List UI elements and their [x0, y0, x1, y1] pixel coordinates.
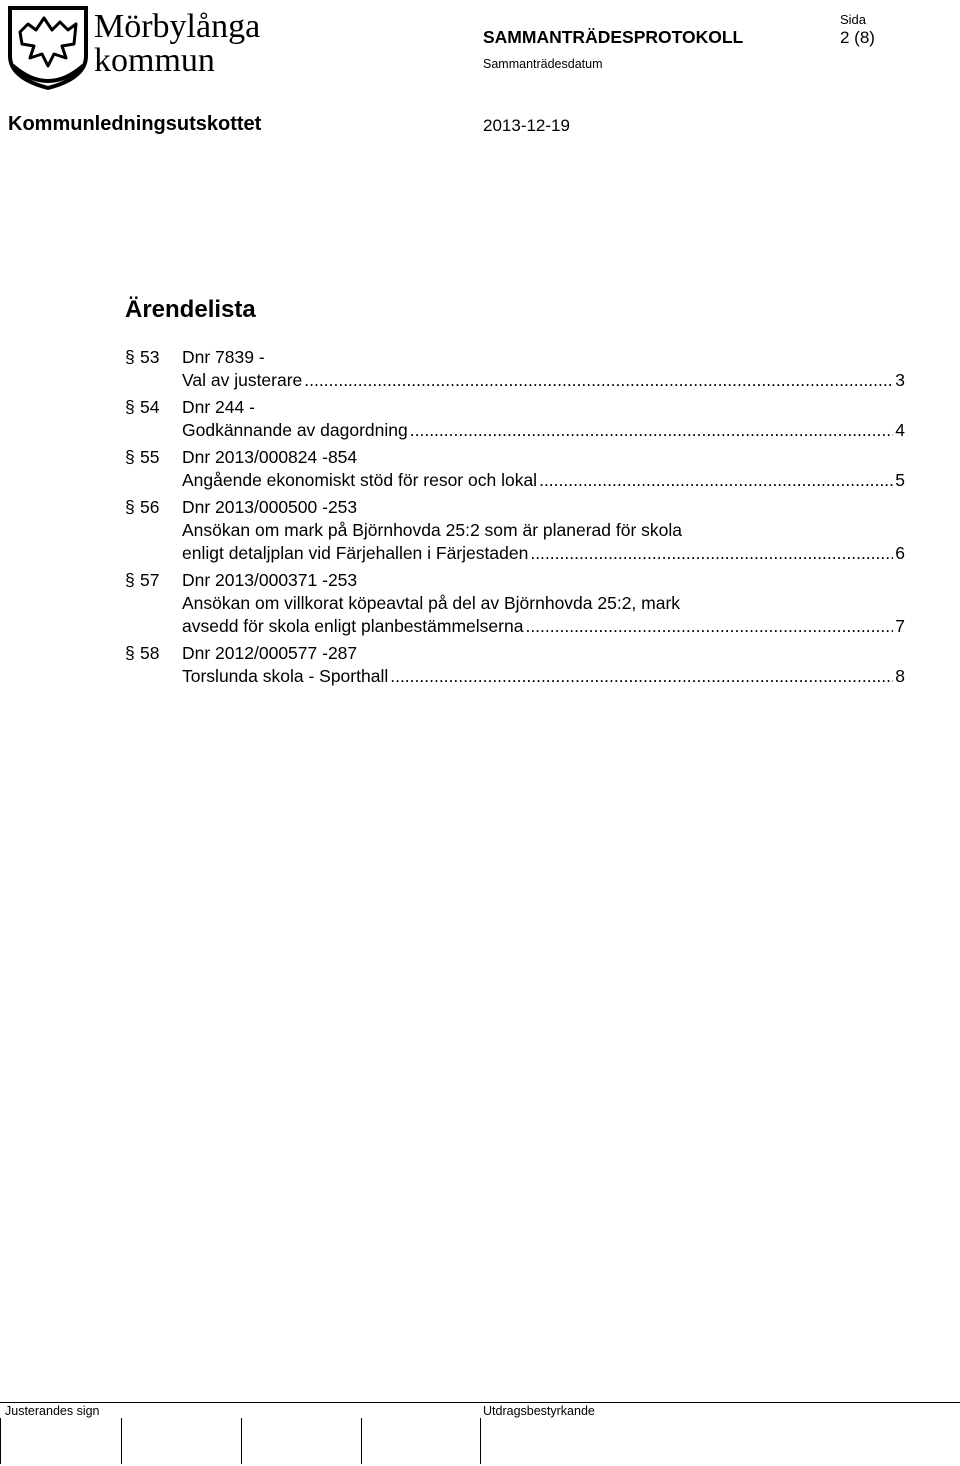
logo-text-line1: Mörbylånga: [94, 8, 261, 45]
item-page: 5: [895, 470, 905, 490]
agenda-item[interactable]: [125, 569, 905, 638]
meeting-date: 2013-12-19: [483, 116, 570, 135]
paragraph-sign: §: [125, 447, 135, 467]
fortress-crown-icon: [6, 4, 90, 90]
paragraph-sign: §: [125, 643, 135, 663]
paragraph-sign: §: [125, 397, 135, 417]
meeting-date-label: Sammanträdesdatum: [483, 57, 603, 71]
dot-leader: [304, 369, 893, 392]
dot-leader: [530, 542, 893, 565]
committee-name: Kommunledningsutskottet: [8, 113, 262, 135]
item-page: 6: [895, 543, 905, 563]
agenda-item[interactable]: [125, 346, 905, 392]
agenda-item[interactable]: [125, 396, 905, 442]
item-number: 53: [140, 347, 160, 367]
agenda-item[interactable]: [125, 642, 905, 688]
item-title: Ansökan om villkorat köpeavtal på del av Björnhovda 25:2, mark: [182, 593, 681, 613]
footer-divider: [0, 1402, 960, 1403]
item-page: 8: [895, 666, 905, 686]
signature-box-divider: [121, 1418, 122, 1464]
item-title: Val av justerare: [182, 370, 303, 390]
page-label: Sida: [840, 12, 867, 27]
signature-box-divider: [0, 1418, 1, 1464]
agenda-list: [125, 346, 905, 688]
dot-leader: [410, 419, 894, 442]
agenda-item[interactable]: [125, 446, 905, 492]
signature-box-divider: [361, 1418, 362, 1464]
logo-text-line2: kommun: [94, 42, 215, 79]
item-title-continued: enligt detaljplan vid Färjehallen i Färjestaden: [182, 543, 529, 563]
item-number: 54: [140, 397, 160, 417]
paragraph-sign: §: [125, 347, 135, 367]
item-dnr: Dnr 2013/000824 -854: [182, 447, 358, 467]
dot-leader: [390, 665, 893, 688]
page-title: Ärendelista: [125, 296, 256, 323]
item-dnr: Dnr 2013/000500 -253: [182, 497, 358, 517]
document-type: SAMMANTRÄDESPROTOKOLL: [483, 27, 744, 47]
signature-box-divider: [480, 1418, 481, 1464]
item-dnr: Dnr 2012/000577 -287: [182, 643, 358, 663]
signature-box-divider: [241, 1418, 242, 1464]
paragraph-sign: §: [125, 570, 135, 590]
item-number: 56: [140, 497, 160, 517]
item-number: 57: [140, 570, 160, 590]
paragraph-sign: §: [125, 497, 135, 517]
item-title: Ansökan om mark på Björnhovda 25:2 som är planerad för skola: [182, 520, 682, 540]
agenda-item[interactable]: [125, 496, 905, 565]
item-dnr: Dnr 7839 -: [182, 347, 265, 367]
item-dnr: Dnr 244 -: [182, 397, 255, 417]
item-page: 4: [895, 420, 905, 440]
dot-leader: [525, 615, 893, 638]
item-number: 58: [140, 643, 160, 663]
item-title: Torslunda skola - Sporthall: [182, 666, 389, 686]
extract-certification-label: Utdragsbestyrkande: [483, 1404, 595, 1418]
item-number: 55: [140, 447, 160, 467]
item-page: 7: [895, 616, 905, 636]
signature-label: Justerandes sign: [5, 1404, 100, 1418]
item-title-continued: avsedd för skola enligt planbestämmelserna: [182, 616, 524, 636]
item-page: 3: [895, 370, 905, 390]
dot-leader: [539, 469, 893, 492]
item-title: Godkännande av dagordning: [182, 420, 408, 440]
item-title: Angående ekonomiskt stöd för resor och lokal: [182, 470, 538, 490]
item-dnr: Dnr 2013/000371 -253: [182, 570, 358, 590]
municipality-logo: [6, 4, 276, 90]
page-number: 2 (8): [840, 28, 875, 47]
